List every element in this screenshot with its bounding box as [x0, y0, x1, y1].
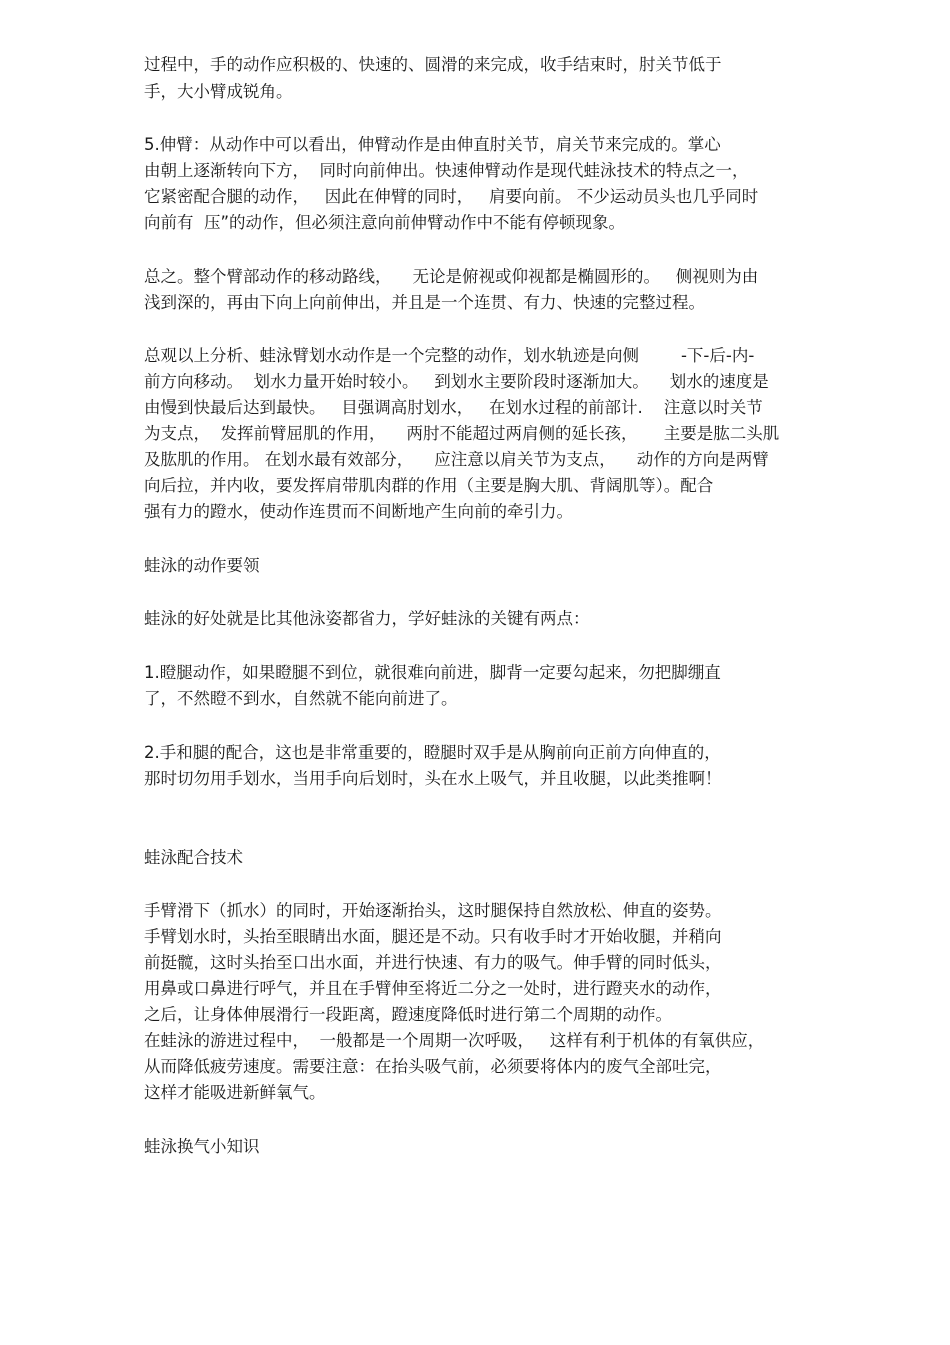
paragraph-line: 那时切勿用手划水，当用手向后划时，头在水上吸气，并且收腿，以此类推啊！	[144, 769, 722, 788]
paragraph-line: 前挺髋，这时头抬至口出水面，并进行快速、有力的吸气。伸手臂的同时低头，	[144, 953, 722, 972]
paragraph-line: 手臂划水时，头抬至眼睛出水面，腿还是不动。只有收手时才开始收腿，并稍向	[144, 927, 722, 946]
paragraph-line: 前方向移动。 划水力量开始时较小。 到划水主要阶段时逐渐加大。 划水的速度是	[144, 372, 769, 391]
paragraph-line: 强有力的蹬水，使动作连贯而不间断地产生向前的牵引力。	[144, 502, 573, 521]
paragraph-line: 5.伸臂：从动作中可以看出，伸臂动作是由伸直肘关节，肩关节来完成的。掌心	[144, 135, 721, 154]
paragraph-line: 这样才能吸进新鲜氧气。	[144, 1083, 326, 1102]
paragraph-line: 向后拉，并内收，要发挥肩带肌肉群的作用（主要是胸大肌、背阔肌等）。配合	[144, 476, 714, 495]
paragraph-line: 浅到深的，再由下向上向前伸出，并且是一个连贯、有力、快速的完整过程。	[144, 293, 705, 312]
paragraph-line: 手，大小臂成锐角。	[144, 82, 293, 101]
paragraph-line: 总之。整个臂部动作的移动路线， 无论是俯视或仰视都是椭圆形的。 侧视则为由	[144, 267, 759, 286]
paragraph-line: 蛙泳的好处就是比其他泳姿都省力，学好蛙泳的关键有两点：	[144, 609, 590, 628]
paragraph-line: 及肱肌的作用。 在划水最有效部分， 应注意以肩关节为支点， 动作的方向是两臂	[144, 450, 769, 469]
paragraph-line: 了，不然瞪不到水，自然就不能向前进了。	[144, 689, 458, 708]
paragraph-line: 向前有 压”的动作，但必须注意向前伸臂动作中不能有停顿现象。	[144, 213, 626, 232]
paragraph-line: 1.瞪腿动作，如果瞪腿不到位，就很难向前进，脚背一定要勾起来，勿把脚绷直	[144, 663, 721, 682]
section-heading: 蛙泳换气小知识	[144, 1137, 260, 1156]
paragraph-line: 从而降低疲劳速度。需要注意：在抬头吸气前，必须要将体内的废气全部吐完，	[144, 1057, 722, 1076]
paragraph-line: 用鼻或口鼻进行呼气，并且在手臂伸至将近二分之一处时，进行蹬夹水的动作，	[144, 979, 722, 998]
paragraph-line: 在蛙泳的游进过程中， 一般都是一个周期一次呼吸， 这样有利于机体的有氧供应，	[144, 1031, 765, 1050]
paragraph-line: 过程中，手的动作应积极的、快速的、圆滑的来完成，收手结束时，肘关节低于	[144, 55, 722, 74]
paragraph-line: 之后，让身体伸展滑行一段距离，蹬速度降低时进行第二个周期的动作。	[144, 1005, 672, 1024]
paragraph-line: 手臂滑下（抓水）的同时，开始逐渐抬头，这时腿保持自然放松、伸直的姿势。	[144, 901, 722, 920]
paragraph-line: 它紧密配合腿的动作， 因此在伸臂的同时， 肩要向前。 不少运动员头也几乎同时	[144, 187, 759, 206]
paragraph-line: 2.手和腿的配合，这也是非常重要的，瞪腿时双手是从胸前向正前方向伸直的，	[144, 743, 721, 762]
paragraph-line: 总观以上分析、蛙泳臂划水动作是一个完整的动作，划水轨迹是向侧 -下-后-内-	[144, 346, 755, 365]
paragraph-line: 由慢到快最后达到最快。 目强调高肘划水， 在划水过程的前部计. 注意以时关节	[144, 398, 763, 417]
section-heading: 蛙泳配合技术	[144, 848, 243, 867]
paragraph-line: 为支点， 发挥前臂屈肌的作用， 两肘不能超过两肩侧的延长孩， 主要是肱二头肌	[144, 424, 780, 443]
section-heading: 蛙泳的动作要领	[144, 556, 260, 575]
paragraph-line: 由朝上逐渐转向下方， 同时向前伸出。快速伸臂动作是现代蛙泳技术的特点之一，	[144, 161, 749, 180]
